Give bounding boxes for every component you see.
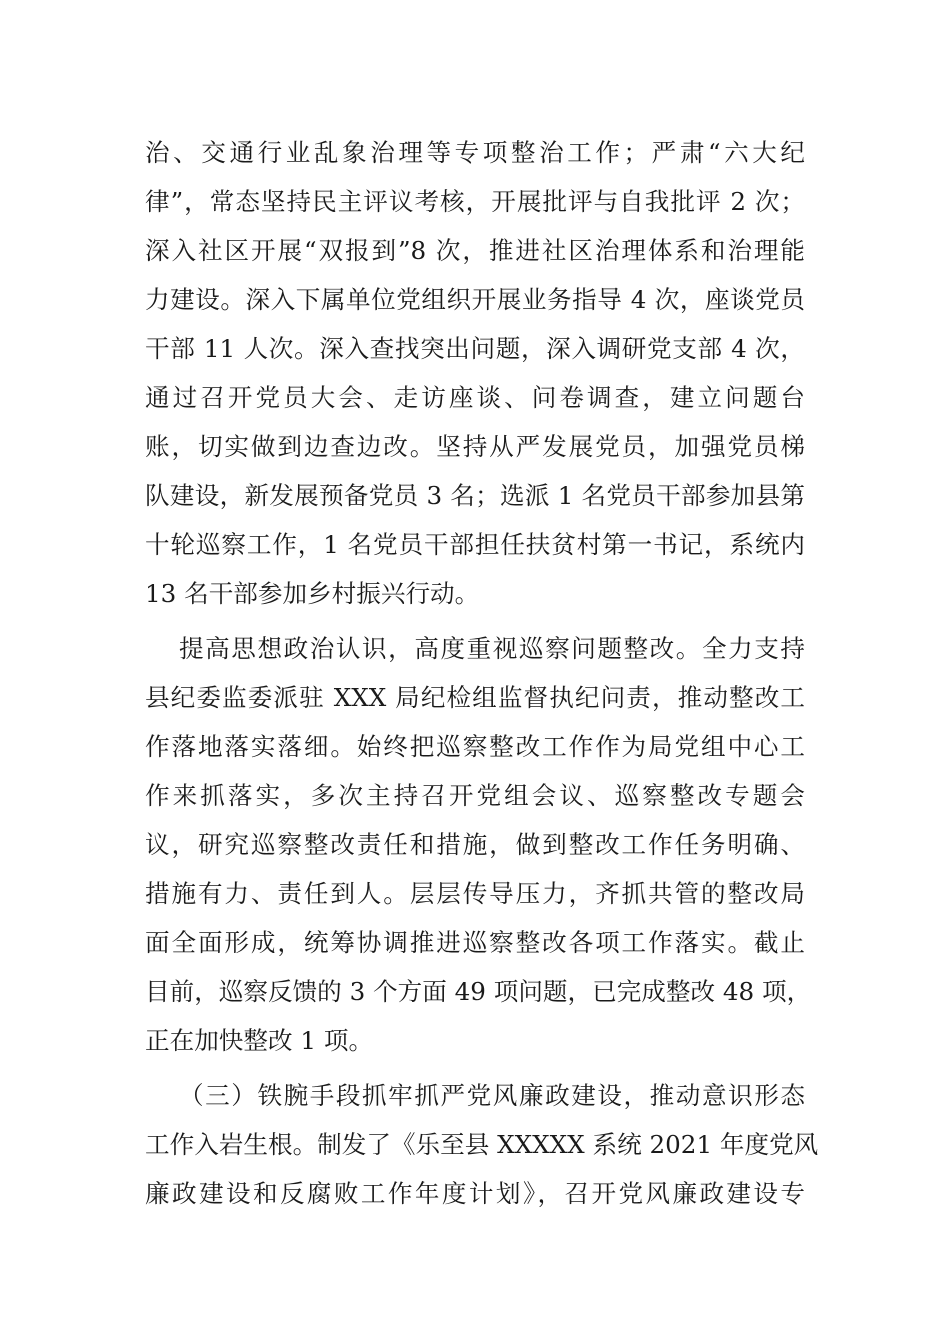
paragraph-line: 作来抓落实，多次主持召开党组会议、巡察整改专题会 xyxy=(145,781,805,810)
paragraph-line: 队建设，新发展预备党员 3 名；选派 1 名党员干部参加县第 xyxy=(145,481,805,510)
paragraph-line: 面全面形成，统筹协调推进巡察整改各项工作落实。截止 xyxy=(145,928,805,957)
paragraph-line: 干部 11 人次。深入查找突出问题，深入调研党支部 4 次， xyxy=(145,334,805,363)
paragraph-line: 廉政建设和反腐败工作年度计划》，召开党风廉政建设专 xyxy=(145,1179,805,1208)
paragraph-line: 13 名干部参加乡村振兴行动。 xyxy=(145,579,480,608)
paragraph-line: 作落地落实落细。始终把巡察整改工作作为局党组中心工 xyxy=(145,732,805,761)
paragraph-line: 目前，巡察反馈的 3 个方面 49 项问题，已完成整改 48 项， xyxy=(145,977,812,1006)
paragraph-line: 措施有力、责任到人。层层传导压力，齐抓共管的整改局 xyxy=(145,879,805,908)
paragraph-line: 议，研究巡察整改责任和措施，做到整改工作任务明确、 xyxy=(145,830,805,859)
paragraph-line: 提高思想政治认识，高度重视巡察问题整改。全力支持 xyxy=(179,634,805,663)
paragraph-line: （三）铁腕手段抓牢抓严党风廉政建设，推动意识形态 xyxy=(179,1081,805,1110)
paragraph-line: 深入社区开展“双报到”8 次，推进社区治理体系和治理能 xyxy=(145,236,805,265)
paragraph-line: 律”，常态坚持民主评议考核，开展批评与自我批评 2 次； xyxy=(145,187,805,216)
paragraph-line: 账，切实做到边查边改。坚持从严发展党员，加强党员梯 xyxy=(145,432,805,461)
paragraph-line: 治、交通行业乱象治理等专项整治工作；严肃“六大纪 xyxy=(145,138,805,167)
paragraph-line: 十轮巡察工作，1 名党员干部担任扶贫村第一书记，系统内 xyxy=(145,530,805,559)
paragraph-line: 力建设。深入下属单位党组织开展业务指导 4 次，座谈党员 xyxy=(145,285,805,314)
paragraph-2 xyxy=(145,624,812,1065)
paragraph-line: 通过召开党员大会、走访座谈、问卷调查，建立问题台 xyxy=(145,383,805,412)
paragraph-line: 正在加快整改 1 项。 xyxy=(145,1026,374,1055)
paragraph-1 xyxy=(145,128,805,618)
paragraph-line: 工作入岩生根。制发了《乐至县 XXXXX 系统 2021 年度党风 xyxy=(145,1130,819,1159)
paragraph-3 xyxy=(145,1071,819,1218)
paragraph-line: 县纪委监委派驻 XXX 局纪检组监督执纪问责，推动整改工 xyxy=(145,683,805,712)
